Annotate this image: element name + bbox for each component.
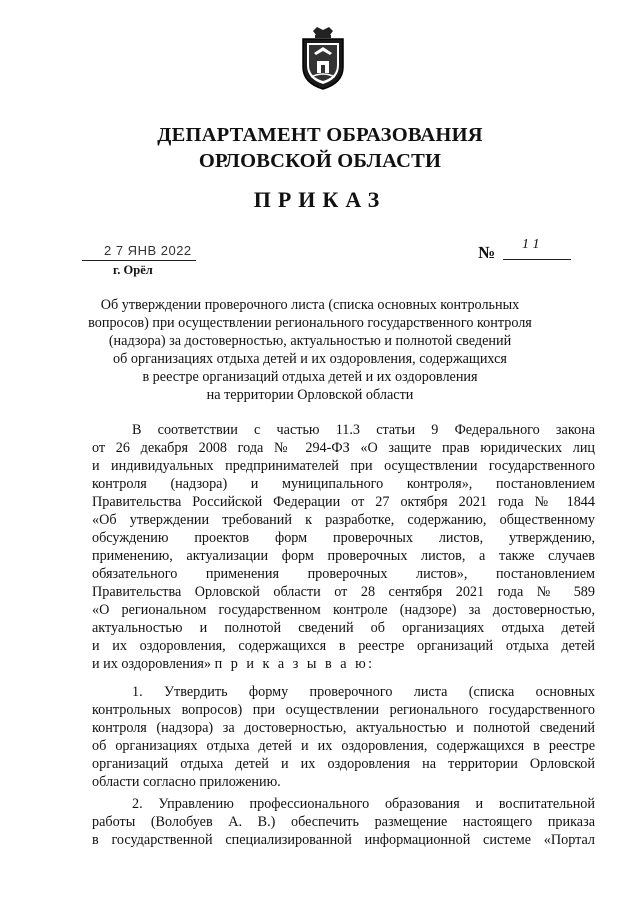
text-line: организаций отдыха детей и их оздоровления на территории Орловской	[92, 756, 595, 772]
preamble-tail: и их оздоровления»	[92, 656, 212, 672]
text-line: об организациях отдыха детей и их оздоровления, содержащихся в реестре	[92, 738, 595, 754]
order-number: 1 1	[522, 237, 540, 252]
text-line: контрольных вопросов) при осуществлении регионального государственного	[92, 702, 595, 718]
text-line: обязательного применения проверочных листов», постановлением	[92, 566, 595, 582]
item-1-paragraph	[92, 683, 595, 791]
order-subject	[80, 296, 540, 404]
text-line: Правительства Российской Федерации от 27 октября 2021 года № 1844	[92, 494, 595, 510]
department-name-line1: ДЕПАРТАМЕНТ ОБРАЗОВАНИЯ	[157, 124, 483, 146]
subject-line: (надзора) за достоверностью, актуальностью и полнотой сведений	[108, 333, 512, 349]
text-line: применению, актуализации форм проверочных листов, а также случаев	[92, 548, 595, 564]
subject-line: Об утверждении проверочного листа (списка основных контрольных	[100, 297, 520, 313]
number-sign: №	[478, 243, 496, 262]
text-line: «Об утверждении требований к разработке, содержанию, общественному	[92, 512, 595, 528]
text-line: работы (Волобуев А. В.) обеспечить размещение настоящего приказа	[92, 814, 595, 830]
text-line: и их оздоровления, содержащихся в реестре организаций отдыха детей	[92, 638, 595, 654]
text-line: актуальностью и полнотой сведений об организациях отдыха детей	[92, 620, 595, 636]
subject-line: об организациях отдыха детей и их оздоровления, содержащихся	[113, 351, 507, 367]
text-line: в государственной специализированной информационной системе «Портал	[92, 832, 595, 848]
city-label: г. Орёл	[113, 263, 153, 277]
text-line: от 26 декабря 2008 года № 294-ФЗ «О защите прав юридических лиц	[92, 440, 595, 456]
text-line: контроля (надзора) за достоверностью, актуальностью и полнотой сведений	[92, 720, 595, 736]
text-line-last	[92, 655, 595, 673]
coat-of-arms-icon	[297, 25, 349, 91]
text-line: 2. Управлению профессионального образования и воспитательной	[132, 796, 595, 812]
text-line: области согласно приложению.	[92, 774, 281, 790]
subject-line: на территории Орловской области	[206, 387, 414, 403]
item-2-paragraph	[92, 795, 595, 849]
subject-line: вопросов) при осуществлении регионального государственного контроля	[88, 315, 532, 331]
preamble-paragraph	[92, 421, 595, 673]
text-line: и индивидуальных предпринимателей при осуществлении государственного	[92, 458, 595, 474]
date-stamp: 2 7 ЯНВ 2022	[104, 243, 192, 258]
department-name-line2: ОРЛОВСКОЙ ОБЛАСТИ	[198, 150, 442, 172]
text-line: В соответствии с частью 11.3 статьи 9 Федерального закона	[132, 422, 595, 438]
document-type-title: ПРИКАЗ	[253, 187, 387, 212]
number-underline	[503, 259, 571, 260]
order-word: п р и к а з ы в а ю:	[214, 656, 375, 672]
text-line: «О региональном государственном контроле (надзоре) за достоверностью,	[92, 602, 595, 618]
text-line: контроля (надзора) и муниципального контроля», постановлением	[92, 476, 595, 492]
text-line: Правительства Орловской области от 28 сентября 2021 года № 589	[92, 584, 595, 600]
date-underline	[82, 260, 196, 261]
text-line: обсуждению проектов форм проверочных листов, утверждению,	[92, 530, 595, 546]
subject-line: в реестре организаций отдыха детей и их оздоровления	[142, 369, 478, 385]
text-line: 1. Утвердить форму проверочного листа (списка основных	[132, 684, 595, 700]
